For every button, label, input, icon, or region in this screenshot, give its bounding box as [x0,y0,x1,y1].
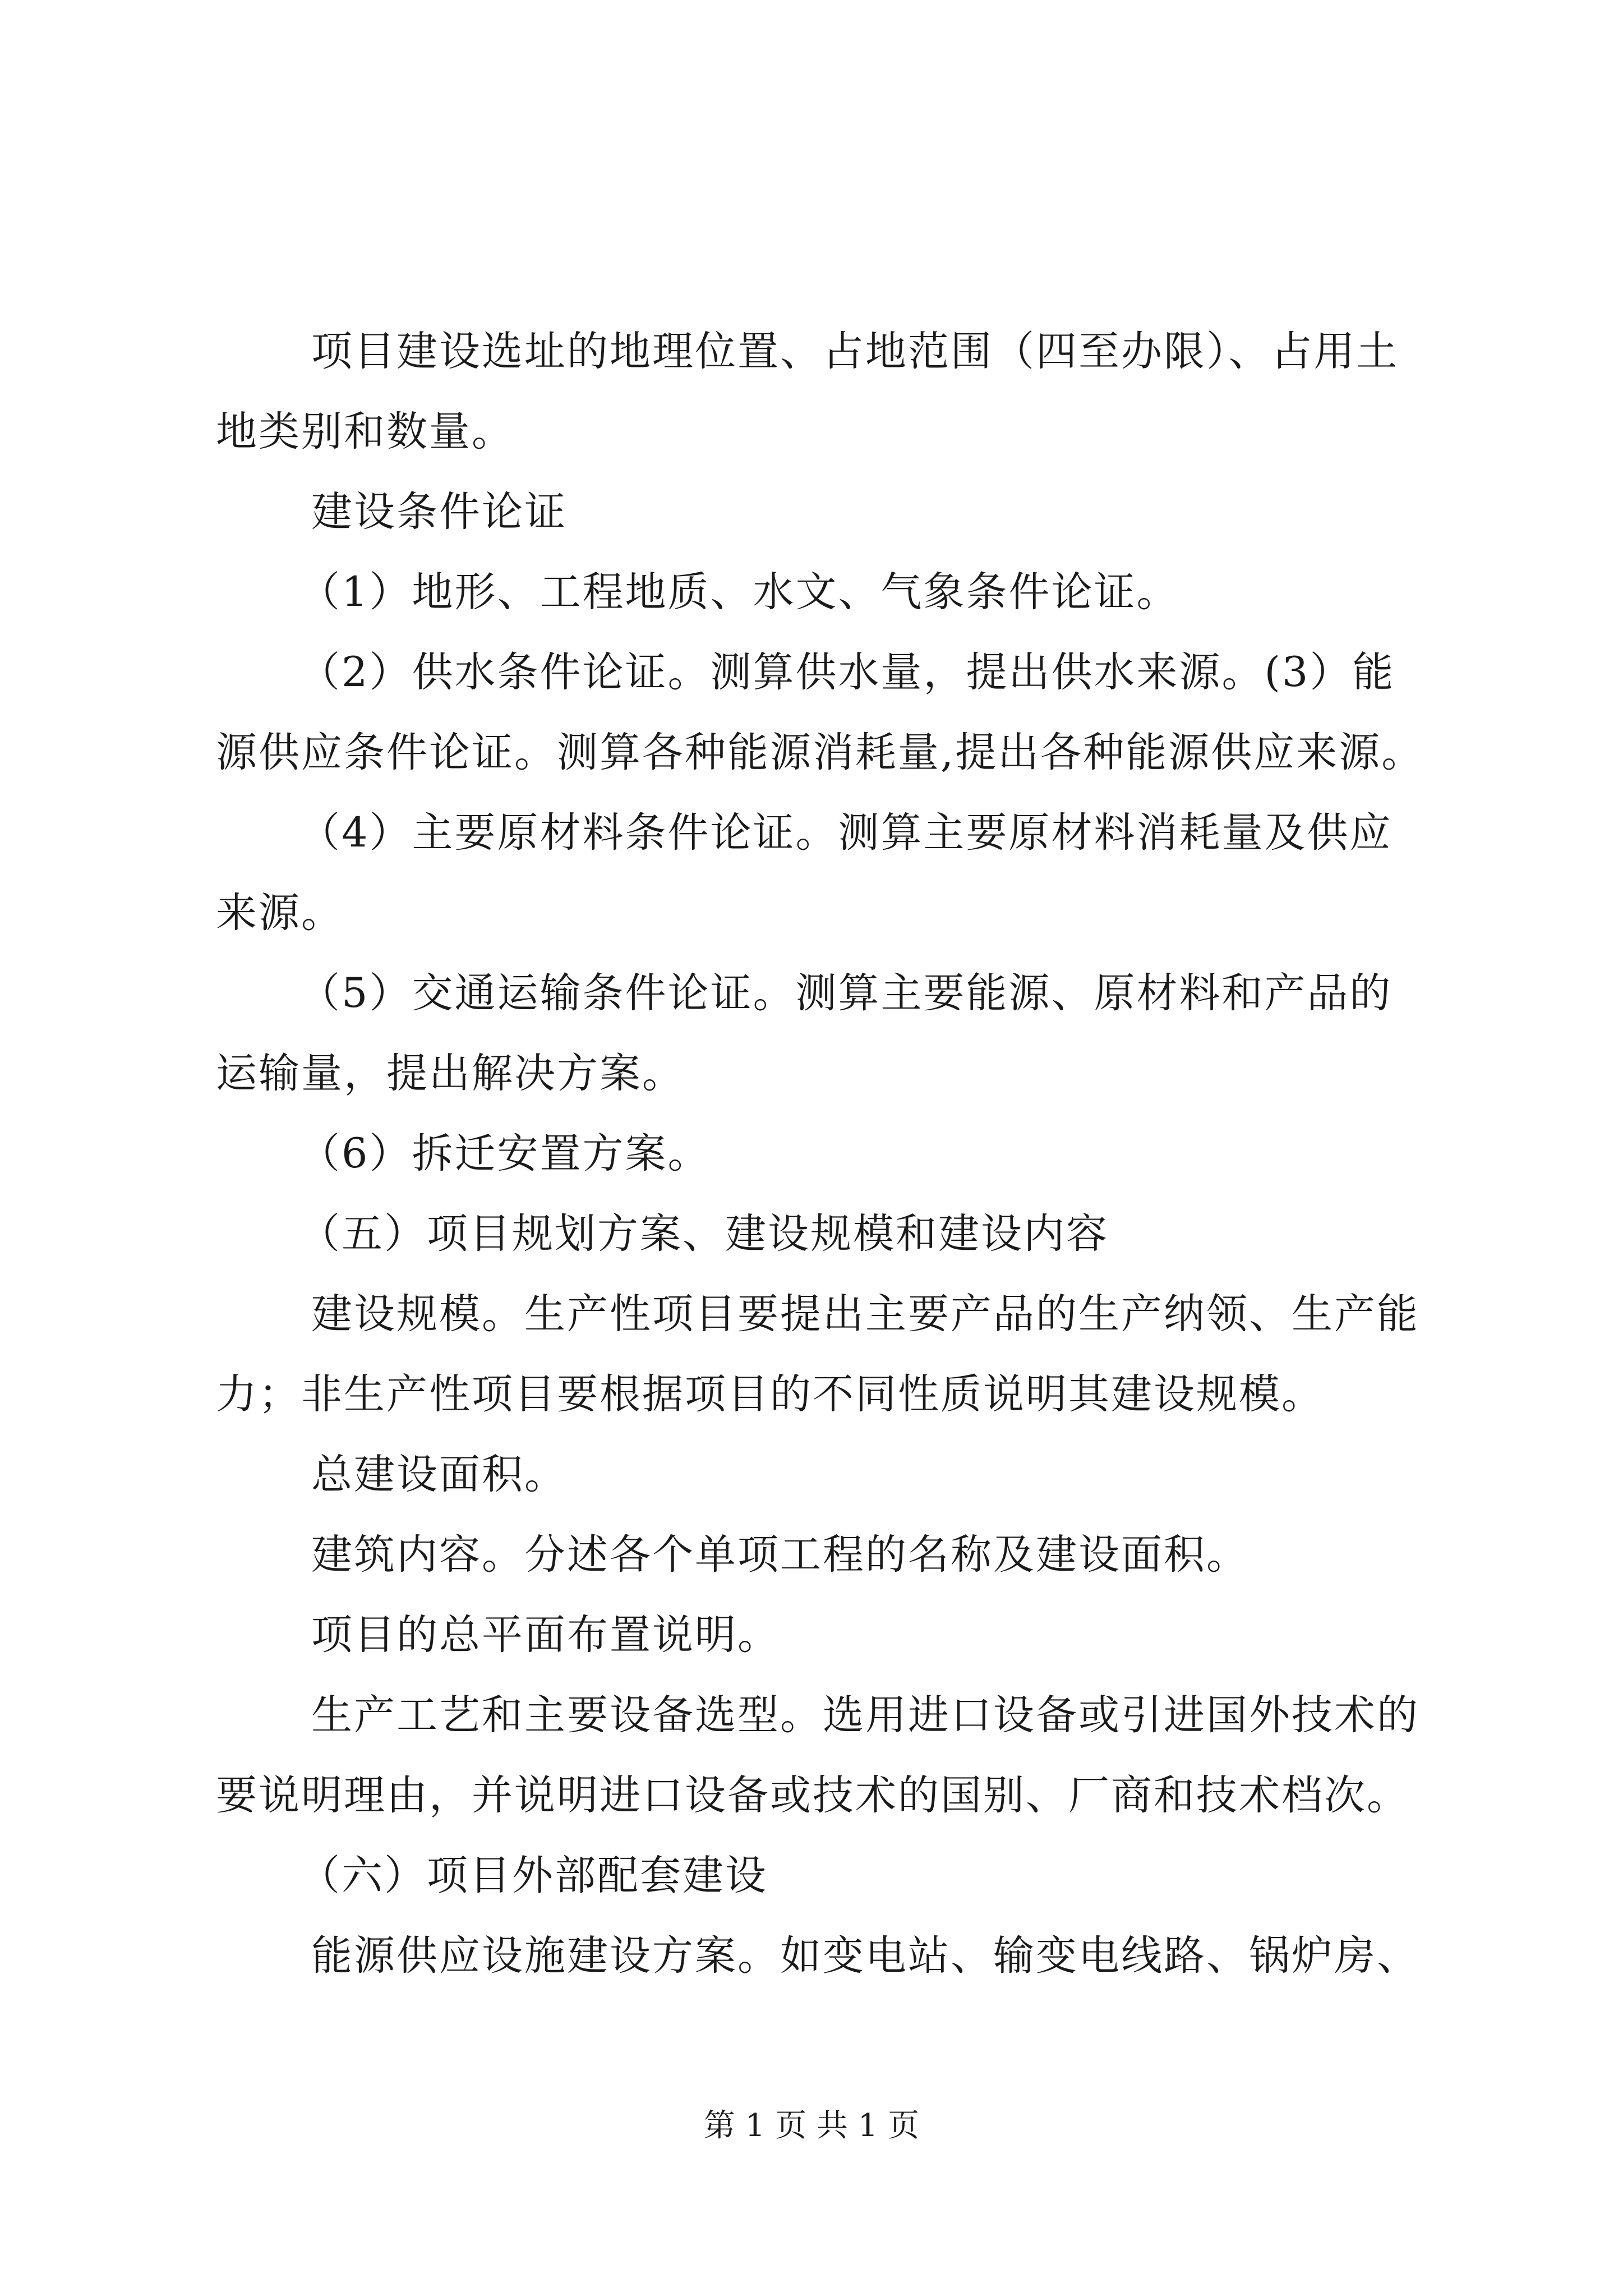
paragraph-site-location: 项目建设选址的地理位置、占地范围（四至办限）、占用土 [311,328,1399,375]
paragraph-scale: 建设规模。生产性项目要提出主要产品的生产纳领、生产能 [311,1290,1419,1338]
paragraph-energy-facilities: 能源供应设施建设方案。如变电站、输变电线路、锅炉房、 [311,1932,1419,1980]
page-footer: 第 1 页 共 1 页 [703,2108,920,2144]
paragraph-scale-cont: 力；非生产性项目要根据项目的不同性质说明其建设规模。 [216,1370,1324,1418]
paragraph-site-location-cont: 地类别和数量。 [216,408,514,455]
item-raw-materials: （4）主要原材料条件论证。测算主要原材料消耗量及供应 [299,809,1393,857]
document-body [216,311,1422,1996]
heading-section-five: （五）项目规划方案、建设规模和建设内容 [299,1210,1109,1258]
item-relocation: （6）拆迁安置方案。 [299,1130,711,1177]
item-transport-cont: 运输量，提出解决方案。 [216,1050,685,1097]
item-water-supply: （2）供水条件论证。测算供水量，提出供水来源。(3）能 [299,648,1395,696]
paragraph-process-equipment: 生产工艺和主要设备选型。选用进口设备或引进国外技术的 [311,1691,1419,1739]
paragraph-layout: 项目的总平面布置说明。 [311,1611,780,1659]
item-transport: （5）交通运输条件论证。测算主要能源、原材料和产品的 [299,969,1393,1017]
heading-section-six: （六）项目外部配套建设 [299,1852,768,1899]
paragraph-total-area: 总建设面积。 [311,1451,567,1498]
item-raw-materials-cont: 来源。 [216,889,344,937]
item-energy-supply-cont: 源供应条件论证。测算各种能源消耗量,提出各种能源供应来源。 [216,729,1424,776]
heading-construction-conditions: 建设条件论证 [311,488,567,536]
paragraph-building-content: 建筑内容。分述各个单项工程的名称及建设面积。 [311,1531,1249,1579]
paragraph-process-equipment-cont: 要说明理由，并说明进口设备或技术的国别、厂商和技术档次。 [216,1772,1409,1819]
item-terrain: （1）地形、工程地质、水文、气象条件论证。 [299,568,1179,616]
